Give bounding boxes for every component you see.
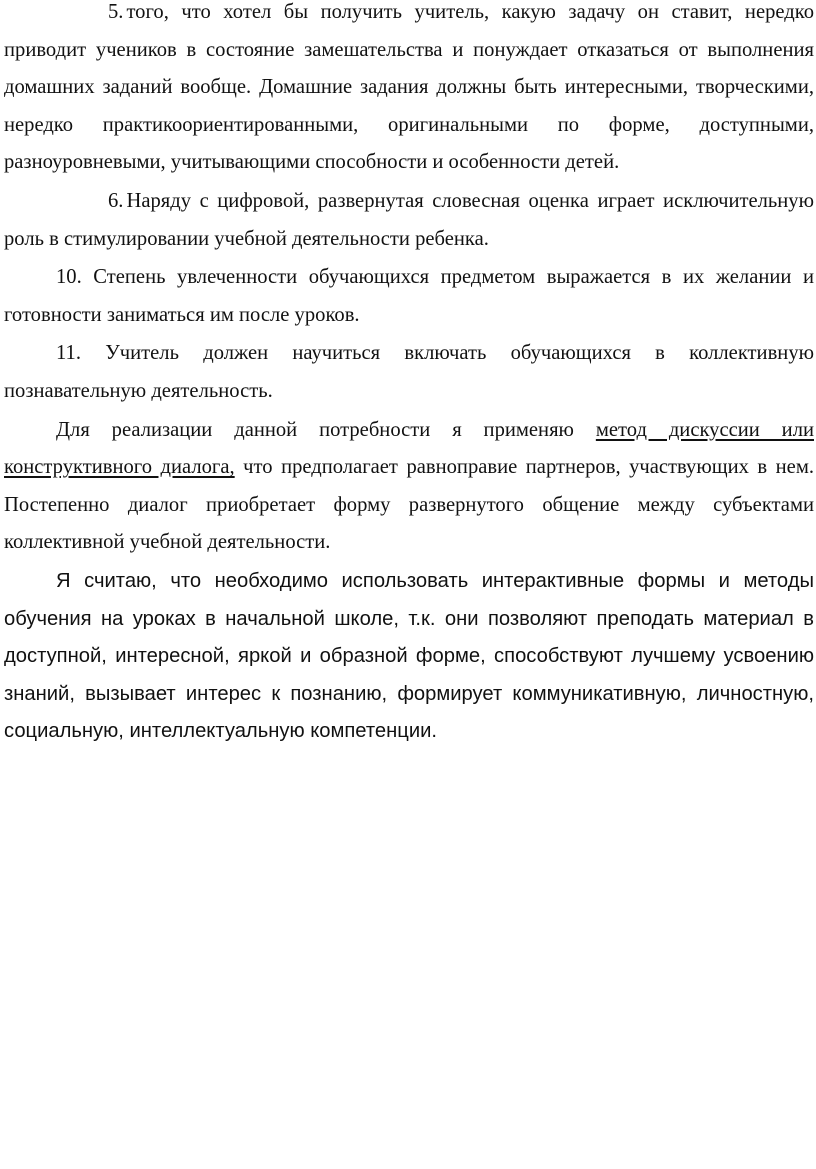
list-item-text: Наряду с цифровой, развернутая словесная оценка играет исключительную роль в стимулировании учебной деятельности ребенка.	[4, 189, 814, 250]
list-item-10	[4, 259, 814, 334]
paragraph-text: что предполагает равноправие партнеров, участвующих в нем. Постепенно диалог приобретает форму развернутого общение между субъектами коллективной учебной деятельности.	[4, 456, 815, 554]
list-item-text: того, что хотел бы получить учитель, какую задачу он ставит, нередко приводит учеников в состояние замешательства и понуждает отказаться от выполнения домашних заданий вообще. Домашние задания должны быть интересными, творческими, нередко практикоориентированными, оригинальными по форме, доступными, разноуровневыми, учитывающими способности и особенности детей.	[4, 1, 814, 174]
list-item-text: 11. Учитель должен научиться включать обучающихся в коллективную познавательную деятельность.	[4, 342, 814, 402]
underlined-method-name: метод дискуссии или конструктивного диалога,	[4, 418, 814, 479]
list-item-text: 10. Степень увлеченности обучающихся предметом выражается в их желании и готовности заниматься им после уроков.	[4, 266, 814, 326]
document-page	[4, 0, 814, 751]
list-number: 6.	[108, 189, 124, 212]
conclusion-paragraph: Я считаю, что необходимо использовать интерактивные формы и методы обучения на уроках в начальной школе, т.к. они позволяют преподать материал в доступной, интересной, яркой и образной форме, способствуют лучшему усвоению знаний, вызывает интерес к познанию, формирует коммуникативную, личностную, социальную, интеллектуальную компетенции.	[4, 569, 814, 743]
list-number: 5.	[108, 1, 124, 23]
list-item-6	[4, 183, 814, 258]
list-item-11	[4, 335, 814, 410]
method-paragraph	[4, 412, 814, 562]
paragraph-text: Для реализации данной потребности я применяю	[56, 418, 596, 441]
list-item-5	[4, 0, 814, 182]
